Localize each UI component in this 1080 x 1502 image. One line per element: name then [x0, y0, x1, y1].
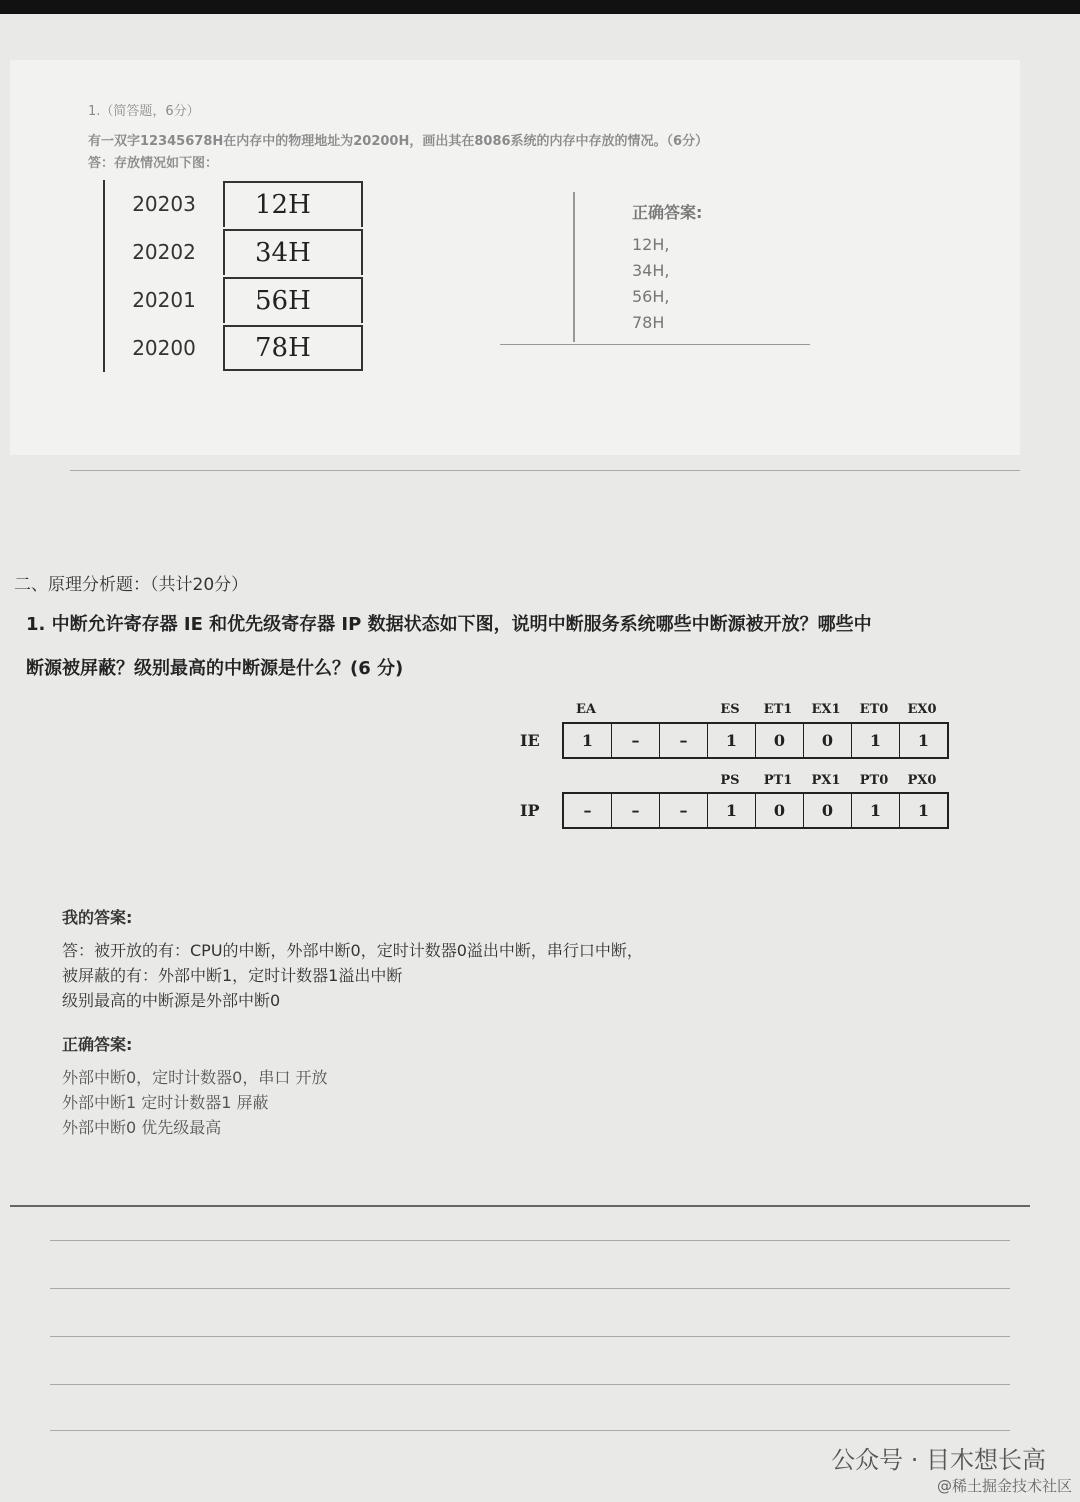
bit-cell: – — [659, 794, 707, 827]
bit-name: PS — [720, 773, 740, 788]
memory-table — [103, 180, 367, 372]
address: 20201 — [132, 288, 196, 312]
value: 78H — [223, 325, 363, 371]
address: 20203 — [132, 192, 196, 216]
bit-cell: 1 — [899, 724, 947, 757]
bit-name — [562, 773, 610, 788]
watermark-site: @稀土掘金技术社区 — [936, 1477, 1072, 1495]
bit-cell: – — [611, 794, 659, 827]
ie-register — [520, 722, 949, 759]
bit-name — [610, 773, 658, 788]
my-answer-label: 我的答案: — [62, 908, 133, 927]
question-line: 断源被屏蔽？级别最高的中断源是什么？(6 分) — [26, 658, 404, 679]
divider — [500, 344, 810, 345]
bit-name: EX0 — [907, 702, 937, 717]
value: 34H — [223, 229, 363, 275]
bit-cell: 1 — [851, 724, 899, 757]
bit-name: PT0 — [859, 773, 889, 788]
bit-name: EA — [576, 702, 596, 717]
address: 20202 — [132, 240, 196, 264]
ruled-line — [50, 1430, 1010, 1431]
section-title: 二、原理分析题：（共计20分） — [14, 575, 249, 595]
bit-name: ET1 — [763, 702, 793, 717]
answer-line: 答：被开放的有：CPU的中断，外部中断0，定时计数器0溢出中断，串行口中断， — [62, 941, 643, 960]
address: 20200 — [132, 336, 196, 360]
divider — [70, 470, 1020, 471]
memory-row — [105, 276, 367, 324]
ruled-line — [50, 1336, 1010, 1337]
value: 56H — [223, 277, 363, 323]
answer-line: 外部中断0 优先级最高 — [62, 1118, 222, 1137]
ip-bit-names — [562, 773, 946, 788]
answer-line: 34H, — [632, 261, 670, 280]
answer-line: 外部中断0，定时计数器0，串口 开放 — [62, 1068, 328, 1087]
bit-cell: 1 — [707, 724, 755, 757]
correct-label: 正确答案: — [62, 1035, 133, 1054]
bit-name: ES — [720, 702, 740, 717]
bit-cell: – — [659, 724, 707, 757]
answer-line: 12H, — [632, 235, 670, 254]
bit-cell: 1 — [851, 794, 899, 827]
correct-answer — [62, 1032, 327, 1140]
bit-cell: 0 — [803, 794, 851, 827]
divider — [10, 1205, 1030, 1207]
bit-name — [658, 773, 706, 788]
memory-row — [105, 228, 367, 276]
bit-name: EX1 — [811, 702, 841, 717]
correct-label: 正确答案: — [632, 203, 703, 222]
bit-cell: 0 — [755, 724, 803, 757]
bit-cell: 1 — [707, 794, 755, 827]
register-label: IP — [520, 801, 540, 820]
ruled-line — [50, 1288, 1010, 1289]
bit-name: PX1 — [811, 773, 841, 788]
bit-name — [658, 702, 706, 717]
register-label: IE — [520, 731, 540, 750]
photo-edge — [0, 0, 1080, 14]
bit-cell: 0 — [755, 794, 803, 827]
ruled-line — [50, 1384, 1010, 1385]
answer-line: 外部中断1 定时计数器1 屏蔽 — [62, 1093, 269, 1112]
q1-question: 有一双字12345678H在内存中的物理地址为20200H，画出其在8086系统的内存中存放的情况。（6分） — [88, 134, 709, 149]
bit-cell: – — [611, 724, 659, 757]
answer-line: 被屏蔽的有：外部中断1，定时计数器1溢出中断 — [62, 966, 403, 985]
ruled-line — [50, 1240, 1010, 1241]
bit-name — [610, 702, 658, 717]
ip-register — [520, 792, 949, 829]
bit-name: PT1 — [763, 773, 793, 788]
q1-title: 1.（简答题，6分） — [88, 104, 200, 119]
bit-cell: 0 — [803, 724, 851, 757]
memory-row — [105, 180, 367, 228]
divider — [573, 192, 575, 342]
bit-cell: – — [583, 801, 592, 820]
ie-bit-names — [562, 702, 946, 717]
bit-name: ET0 — [859, 702, 889, 717]
my-answer — [62, 905, 643, 1013]
answer-line: 78H — [632, 313, 665, 332]
question-line: 1. 中断允许寄存器 IE 和优先级寄存器 IP 数据状态如下图，说明中断服务系统哪些中断源被开放？哪些中 — [26, 614, 872, 635]
bit-cell: 1 — [899, 794, 947, 827]
watermark: 公众号 · 目木想长高 — [831, 1446, 1046, 1474]
bit-cell: 1 — [581, 731, 594, 750]
memory-row — [105, 324, 367, 372]
value: 12H — [223, 181, 363, 227]
q1-answer-intro: 答：存放情况如下图： — [88, 156, 219, 171]
bit-name: PX0 — [907, 773, 937, 788]
answer-line: 级别最高的中断源是外部中断0 — [62, 991, 281, 1010]
q1-correct-answer — [632, 200, 702, 336]
answer-line: 56H, — [632, 287, 670, 306]
